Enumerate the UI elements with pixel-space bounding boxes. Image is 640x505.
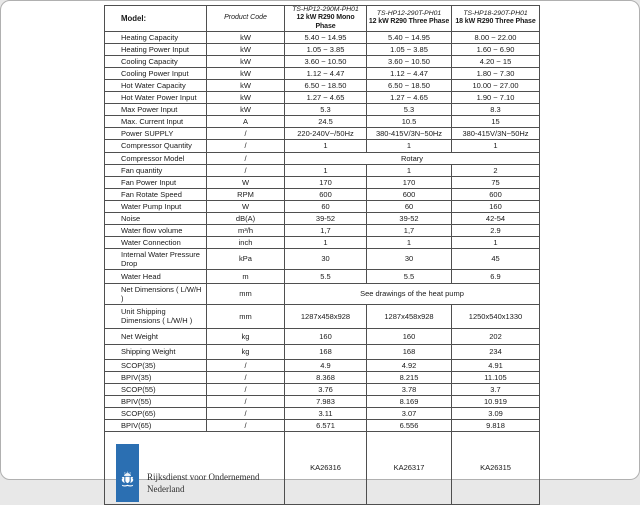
row-value: 1.12 ~ 4.47 <box>285 67 367 79</box>
row-value: 5.5 <box>285 269 367 283</box>
row-value: 3.60 ~ 10.50 <box>367 55 452 67</box>
spec-row <box>105 407 540 419</box>
product-name: 12 kW R290 Three Phase <box>368 18 450 26</box>
row-value: 3.60 ~ 10.50 <box>285 55 367 67</box>
row-unit: m <box>207 269 285 283</box>
row-value: 39-52 <box>367 212 452 224</box>
spec-row <box>105 269 540 283</box>
row-label: Cooling Capacity <box>105 55 207 67</box>
row-value: 1.27 ~ 4.65 <box>367 91 452 103</box>
row-value: 8.169 <box>367 395 452 407</box>
row-value: 10.919 <box>452 395 540 407</box>
row-unit: / <box>207 371 285 383</box>
row-value: 5.40 ~ 14.95 <box>285 31 367 43</box>
spec-row <box>105 304 540 328</box>
spec-row <box>105 328 540 344</box>
row-value: 160 <box>452 200 540 212</box>
row-unit: m³/h <box>207 224 285 236</box>
row-label: SCOP(55) <box>105 383 207 395</box>
agency-name-line2: Nederland <box>147 483 185 494</box>
row-label: Water flow volume <box>105 224 207 236</box>
row-unit: W <box>207 176 285 188</box>
row-value: 11.105 <box>452 371 540 383</box>
product-column-header-2 <box>367 6 452 32</box>
row-unit: / <box>207 152 285 164</box>
spec-row <box>105 79 540 91</box>
row-value: 1 <box>452 139 540 152</box>
row-value: 6.50 ~ 18.50 <box>285 79 367 91</box>
row-value: 1.27 ~ 4.65 <box>285 91 367 103</box>
spec-row <box>105 419 540 431</box>
row-unit: A <box>207 115 285 127</box>
row-value: 1.90 ~ 7.10 <box>452 91 540 103</box>
spec-row <box>105 103 540 115</box>
row-label: Hot Water Power Input <box>105 91 207 103</box>
row-value: 600 <box>367 188 452 200</box>
row-value: 3.7 <box>452 383 540 395</box>
row-label: Heating Power Input <box>105 43 207 55</box>
row-value: 160 <box>285 328 367 344</box>
rvo-logo <box>105 431 285 504</box>
row-value: 380-415V/3N~50Hz <box>367 127 452 139</box>
row-value: 6.556 <box>367 419 452 431</box>
row-label: Max Power Input <box>105 103 207 115</box>
row-value: 39-52 <box>285 212 367 224</box>
row-value: 45 <box>452 248 540 269</box>
row-label: Shipping Weight <box>105 344 207 359</box>
row-value: 6.571 <box>285 419 367 431</box>
row-value: 1250x540x1330 <box>452 304 540 328</box>
row-label: Compressor Model <box>105 152 207 164</box>
row-unit: / <box>207 383 285 395</box>
spec-row <box>105 371 540 383</box>
row-unit: / <box>207 419 285 431</box>
row-label: Water Pump Input <box>105 200 207 212</box>
row-value: 75 <box>452 176 540 188</box>
row-value: 10.00 ~ 27.00 <box>452 79 540 91</box>
row-value: 3.76 <box>285 383 367 395</box>
spec-row <box>105 164 540 176</box>
row-value: 8.215 <box>367 371 452 383</box>
row-value: 10.5 <box>367 115 452 127</box>
row-value: 1 <box>285 236 367 248</box>
spec-row <box>105 31 540 43</box>
row-value: 1 <box>367 164 452 176</box>
spec-row <box>105 212 540 224</box>
spec-row <box>105 224 540 236</box>
product-name: 12 kW R290 Mono Phase <box>296 14 355 30</box>
model-header: Model: <box>105 6 207 32</box>
row-value: 1 <box>367 139 452 152</box>
row-label: SCOP(65) <box>105 407 207 419</box>
row-value: 2.9 <box>452 224 540 236</box>
row-value: 6.50 ~ 18.50 <box>367 79 452 91</box>
row-value: 5.3 <box>367 103 452 115</box>
row-value: 3.09 <box>452 407 540 419</box>
spec-row <box>105 91 540 103</box>
row-unit: / <box>207 395 285 407</box>
row-label: Water Connection <box>105 236 207 248</box>
row-unit: / <box>207 359 285 371</box>
rvo-ribbon <box>116 444 139 502</box>
row-value: 8.368 <box>285 371 367 383</box>
spec-row <box>105 115 540 127</box>
row-unit: kW <box>207 103 285 115</box>
spec-row <box>105 127 540 139</box>
spec-row <box>105 200 540 212</box>
row-label: Net Dimensions ( L/W/H ) <box>105 283 207 304</box>
row-label: Compressor Quantity <box>105 139 207 152</box>
row-value: 234 <box>452 344 540 359</box>
product-name: 18 kW R290 Three Phase <box>455 18 536 26</box>
row-label: SCOP(35) <box>105 359 207 371</box>
row-value: 6.9 <box>452 269 540 283</box>
spec-row <box>105 176 540 188</box>
row-value: 168 <box>367 344 452 359</box>
certification-row <box>105 431 540 504</box>
row-value: 60 <box>367 200 452 212</box>
row-value: 24.5 <box>285 115 367 127</box>
row-value: 60 <box>285 200 367 212</box>
row-unit: / <box>207 139 285 152</box>
certificate-code-3: KA26315 <box>452 431 540 504</box>
row-value: 3.78 <box>367 383 452 395</box>
row-value: 2 <box>452 164 540 176</box>
row-value: 8.00 ~ 22.00 <box>452 31 540 43</box>
spec-row <box>105 383 540 395</box>
spec-row <box>105 55 540 67</box>
product-code-header: Product Code <box>207 6 285 32</box>
row-value: 1 <box>367 236 452 248</box>
row-unit: kW <box>207 55 285 67</box>
product-code: TS-HP18-290T-PH01 <box>463 10 528 18</box>
row-value: 9.818 <box>452 419 540 431</box>
row-value: 1.05 ~ 3.85 <box>285 43 367 55</box>
row-value: 160 <box>367 328 452 344</box>
row-value: 1287x458x928 <box>285 304 367 328</box>
row-value: 1.80 ~ 7.30 <box>452 67 540 79</box>
spec-table-body <box>105 31 540 431</box>
agency-name <box>147 472 259 495</box>
spec-row <box>105 395 540 407</box>
row-unit: mm <box>207 283 285 304</box>
row-label: BPIV(65) <box>105 419 207 431</box>
row-value: 4.91 <box>452 359 540 371</box>
spec-row <box>105 152 540 164</box>
row-unit: / <box>207 164 285 176</box>
product-code: TS-HP12-290T-PH01 <box>376 10 442 18</box>
row-value: 4.20 ~ 15 <box>452 55 540 67</box>
row-value: 220-240V~/50Hz <box>285 127 367 139</box>
row-value: 42-54 <box>452 212 540 224</box>
spec-row <box>105 359 540 371</box>
spec-row <box>105 67 540 79</box>
product-column-header-1 <box>285 6 367 32</box>
row-value-merged: See drawings of the heat pump <box>285 283 540 304</box>
row-unit: kW <box>207 67 285 79</box>
row-unit: kW <box>207 43 285 55</box>
row-label: Power SUPPLY <box>105 127 207 139</box>
row-value: 15 <box>452 115 540 127</box>
spec-row <box>105 236 540 248</box>
row-unit: inch <box>207 236 285 248</box>
row-value: 3.11 <box>285 407 367 419</box>
row-value: 600 <box>452 188 540 200</box>
row-value: 1.60 ~ 6.90 <box>452 43 540 55</box>
row-unit: RPM <box>207 188 285 200</box>
row-unit: kg <box>207 344 285 359</box>
row-value: 8.3 <box>452 103 540 115</box>
row-unit: dB(A) <box>207 212 285 224</box>
row-label: Max. Current Input <box>105 115 207 127</box>
row-value: 4.92 <box>367 359 452 371</box>
row-unit: kg <box>207 328 285 344</box>
row-value: 4.9 <box>285 359 367 371</box>
row-label: BPIV(35) <box>105 371 207 383</box>
row-value: 1 <box>285 164 367 176</box>
row-value: 7.983 <box>285 395 367 407</box>
row-label: Internal Water Pressure Drop <box>105 248 207 269</box>
row-value: 5.3 <box>285 103 367 115</box>
row-label: Fan Power Input <box>105 176 207 188</box>
certificate-code-1: KA26316 <box>285 431 367 504</box>
spec-row <box>105 43 540 55</box>
spec-table <box>104 5 540 505</box>
row-value: 3.07 <box>367 407 452 419</box>
row-label: Fan Rotate Speed <box>105 188 207 200</box>
row-label: Hot Water Capacity <box>105 79 207 91</box>
row-value: 1287x458x928 <box>367 304 452 328</box>
row-label: BPIV(55) <box>105 395 207 407</box>
product-code: TS-HP12-290M-PH01 <box>292 6 359 13</box>
row-value: 1 <box>452 236 540 248</box>
row-value: 5.5 <box>367 269 452 283</box>
row-value: 30 <box>367 248 452 269</box>
row-value: 380-415V/3N~50Hz <box>452 127 540 139</box>
spec-row <box>105 283 540 304</box>
row-value: 1 <box>285 139 367 152</box>
row-value: 1.05 ~ 3.85 <box>367 43 452 55</box>
row-label: Cooling Power Input <box>105 67 207 79</box>
row-value: 170 <box>285 176 367 188</box>
row-value: 202 <box>452 328 540 344</box>
spec-row <box>105 139 540 152</box>
row-label: Water Head <box>105 269 207 283</box>
spec-row <box>105 248 540 269</box>
row-label: Unit Shipping Dimensions ( L/W/H ) <box>105 304 207 328</box>
row-unit: kW <box>207 91 285 103</box>
coat-of-arms-icon <box>118 469 137 493</box>
row-value: 1,7 <box>285 224 367 236</box>
row-unit: kW <box>207 31 285 43</box>
row-label: Noise <box>105 212 207 224</box>
row-value: 170 <box>367 176 452 188</box>
row-label: Heating Capacity <box>105 31 207 43</box>
row-unit: / <box>207 127 285 139</box>
spec-row <box>105 344 540 359</box>
row-value: 30 <box>285 248 367 269</box>
row-unit: mm <box>207 304 285 328</box>
row-label: Net Weight <box>105 328 207 344</box>
row-value: 1,7 <box>367 224 452 236</box>
row-value: 1.12 ~ 4.47 <box>367 67 452 79</box>
row-value: 5.40 ~ 14.95 <box>367 31 452 43</box>
row-value: 600 <box>285 188 367 200</box>
spec-row <box>105 188 540 200</box>
agency-name-line1: Rijksdienst voor Ondernemend <box>147 471 260 482</box>
row-unit: kPa <box>207 248 285 269</box>
row-label: Fan quantity <box>105 164 207 176</box>
row-value: 168 <box>285 344 367 359</box>
row-value-merged: Rotary <box>285 152 540 164</box>
row-unit: W <box>207 200 285 212</box>
row-unit: / <box>207 407 285 419</box>
certificate-code-2: KA26317 <box>367 431 452 504</box>
row-unit: kW <box>207 79 285 91</box>
header-row <box>105 6 540 32</box>
product-column-header-3 <box>452 6 540 32</box>
